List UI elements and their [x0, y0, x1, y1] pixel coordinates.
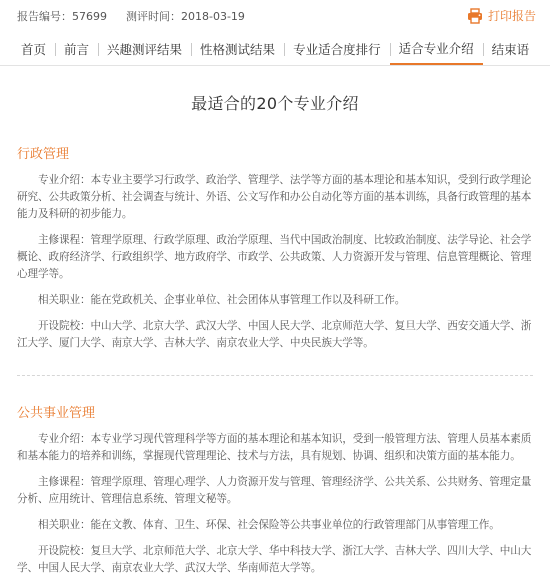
print-report-label: 打印报告 — [487, 9, 536, 23]
report-number-value: 57699 — [72, 10, 107, 23]
nav-item-preface[interactable]: 前言 — [55, 32, 98, 65]
printer-icon — [467, 8, 483, 24]
major-section — [0, 402, 550, 577]
major-intro: 专业介绍：本专业主要学习行政学、政治学、管理学、法学等方面的基本理论和基本知识，受到行政学理论研究、公共政策分析、社会调查与统计、外语、公文写作和办公自动化等方面的基本训练，具备行政管理的基本能力及科研的初步能力。 — [17, 174, 532, 220]
test-time-value: 2018-03-19 — [181, 10, 245, 23]
nav-item-home[interactable]: 首页 — [21, 41, 47, 57]
page-title: 最适合的20个专业介绍 — [191, 94, 359, 113]
major-section — [0, 143, 550, 376]
main-nav — [0, 32, 550, 66]
major-jobs: 相关职业：能在文教、体育、卫生、环保、社会保险等公共事业单位的行政管理部门从事管理工作。 — [38, 519, 500, 531]
nav-item-interest-results[interactable]: 兴趣测评结果 — [98, 32, 191, 65]
major-intro: 专业介绍：本专业学习现代管理科学等方面的基本理论和基本知识，受到一般管理方法、管理人员基本素质和基本能力的培养和训练，掌握现代管理理论、技术与方法，具有规划、协调、组织和决策方面的基本能力。 — [17, 433, 532, 462]
nav-item-conclusion[interactable]: 结束语 — [483, 32, 539, 65]
major-title: 公共事业管理 — [17, 406, 96, 421]
section-divider — [17, 375, 533, 376]
nav-item-major-ranking[interactable]: 专业适合度排行 — [284, 32, 390, 65]
print-report-button[interactable] — [467, 7, 536, 24]
report-number-label: 报告编号： — [17, 10, 72, 23]
report-header — [0, 0, 550, 32]
major-schools: 开设院校：复旦大学、北京师范大学、北京大学、华中科技大学、浙江大学、吉林大学、四川大学、中山大学、中国人民大学、南京农业大学、武汉大学、华南师范大学等。 — [17, 545, 532, 574]
test-time — [126, 8, 245, 24]
major-title: 行政管理 — [17, 147, 70, 162]
test-time-label: 测评时间： — [126, 10, 181, 23]
major-jobs: 相关职业：能在党政机关、企事业单位、社会团体从事管理工作以及科研工作。 — [38, 294, 406, 306]
major-courses: 主修课程：管理学原理、行政学原理、政治学原理、当代中国政治制度、比较政治制度、法学导论、社会学概论、政府经济学、行政组织学、地方政府学、市政学、公共政策、人力资源开发与管理、信息管理概论、管理心理学等。 — [17, 234, 532, 280]
nav-item-major-intro[interactable]: 适合专业介绍 — [390, 32, 483, 65]
nav-item-personality-results[interactable]: 性格测试结果 — [191, 32, 284, 65]
report-number — [17, 8, 126, 24]
major-schools: 开设院校：中山大学、北京大学、武汉大学、中国人民大学、北京师范大学、复旦大学、西安交通大学、浙江大学、厦门大学、南京大学、吉林大学、南京农业大学、中央民族大学等。 — [17, 320, 532, 349]
report-info — [17, 8, 245, 24]
major-courses: 主修课程：管理学原理、管理心理学、人力资源开发与管理、管理经济学、公共关系、公共财务、管理定量分析、应用统计、管理信息系统、管理文秘等。 — [17, 476, 532, 505]
